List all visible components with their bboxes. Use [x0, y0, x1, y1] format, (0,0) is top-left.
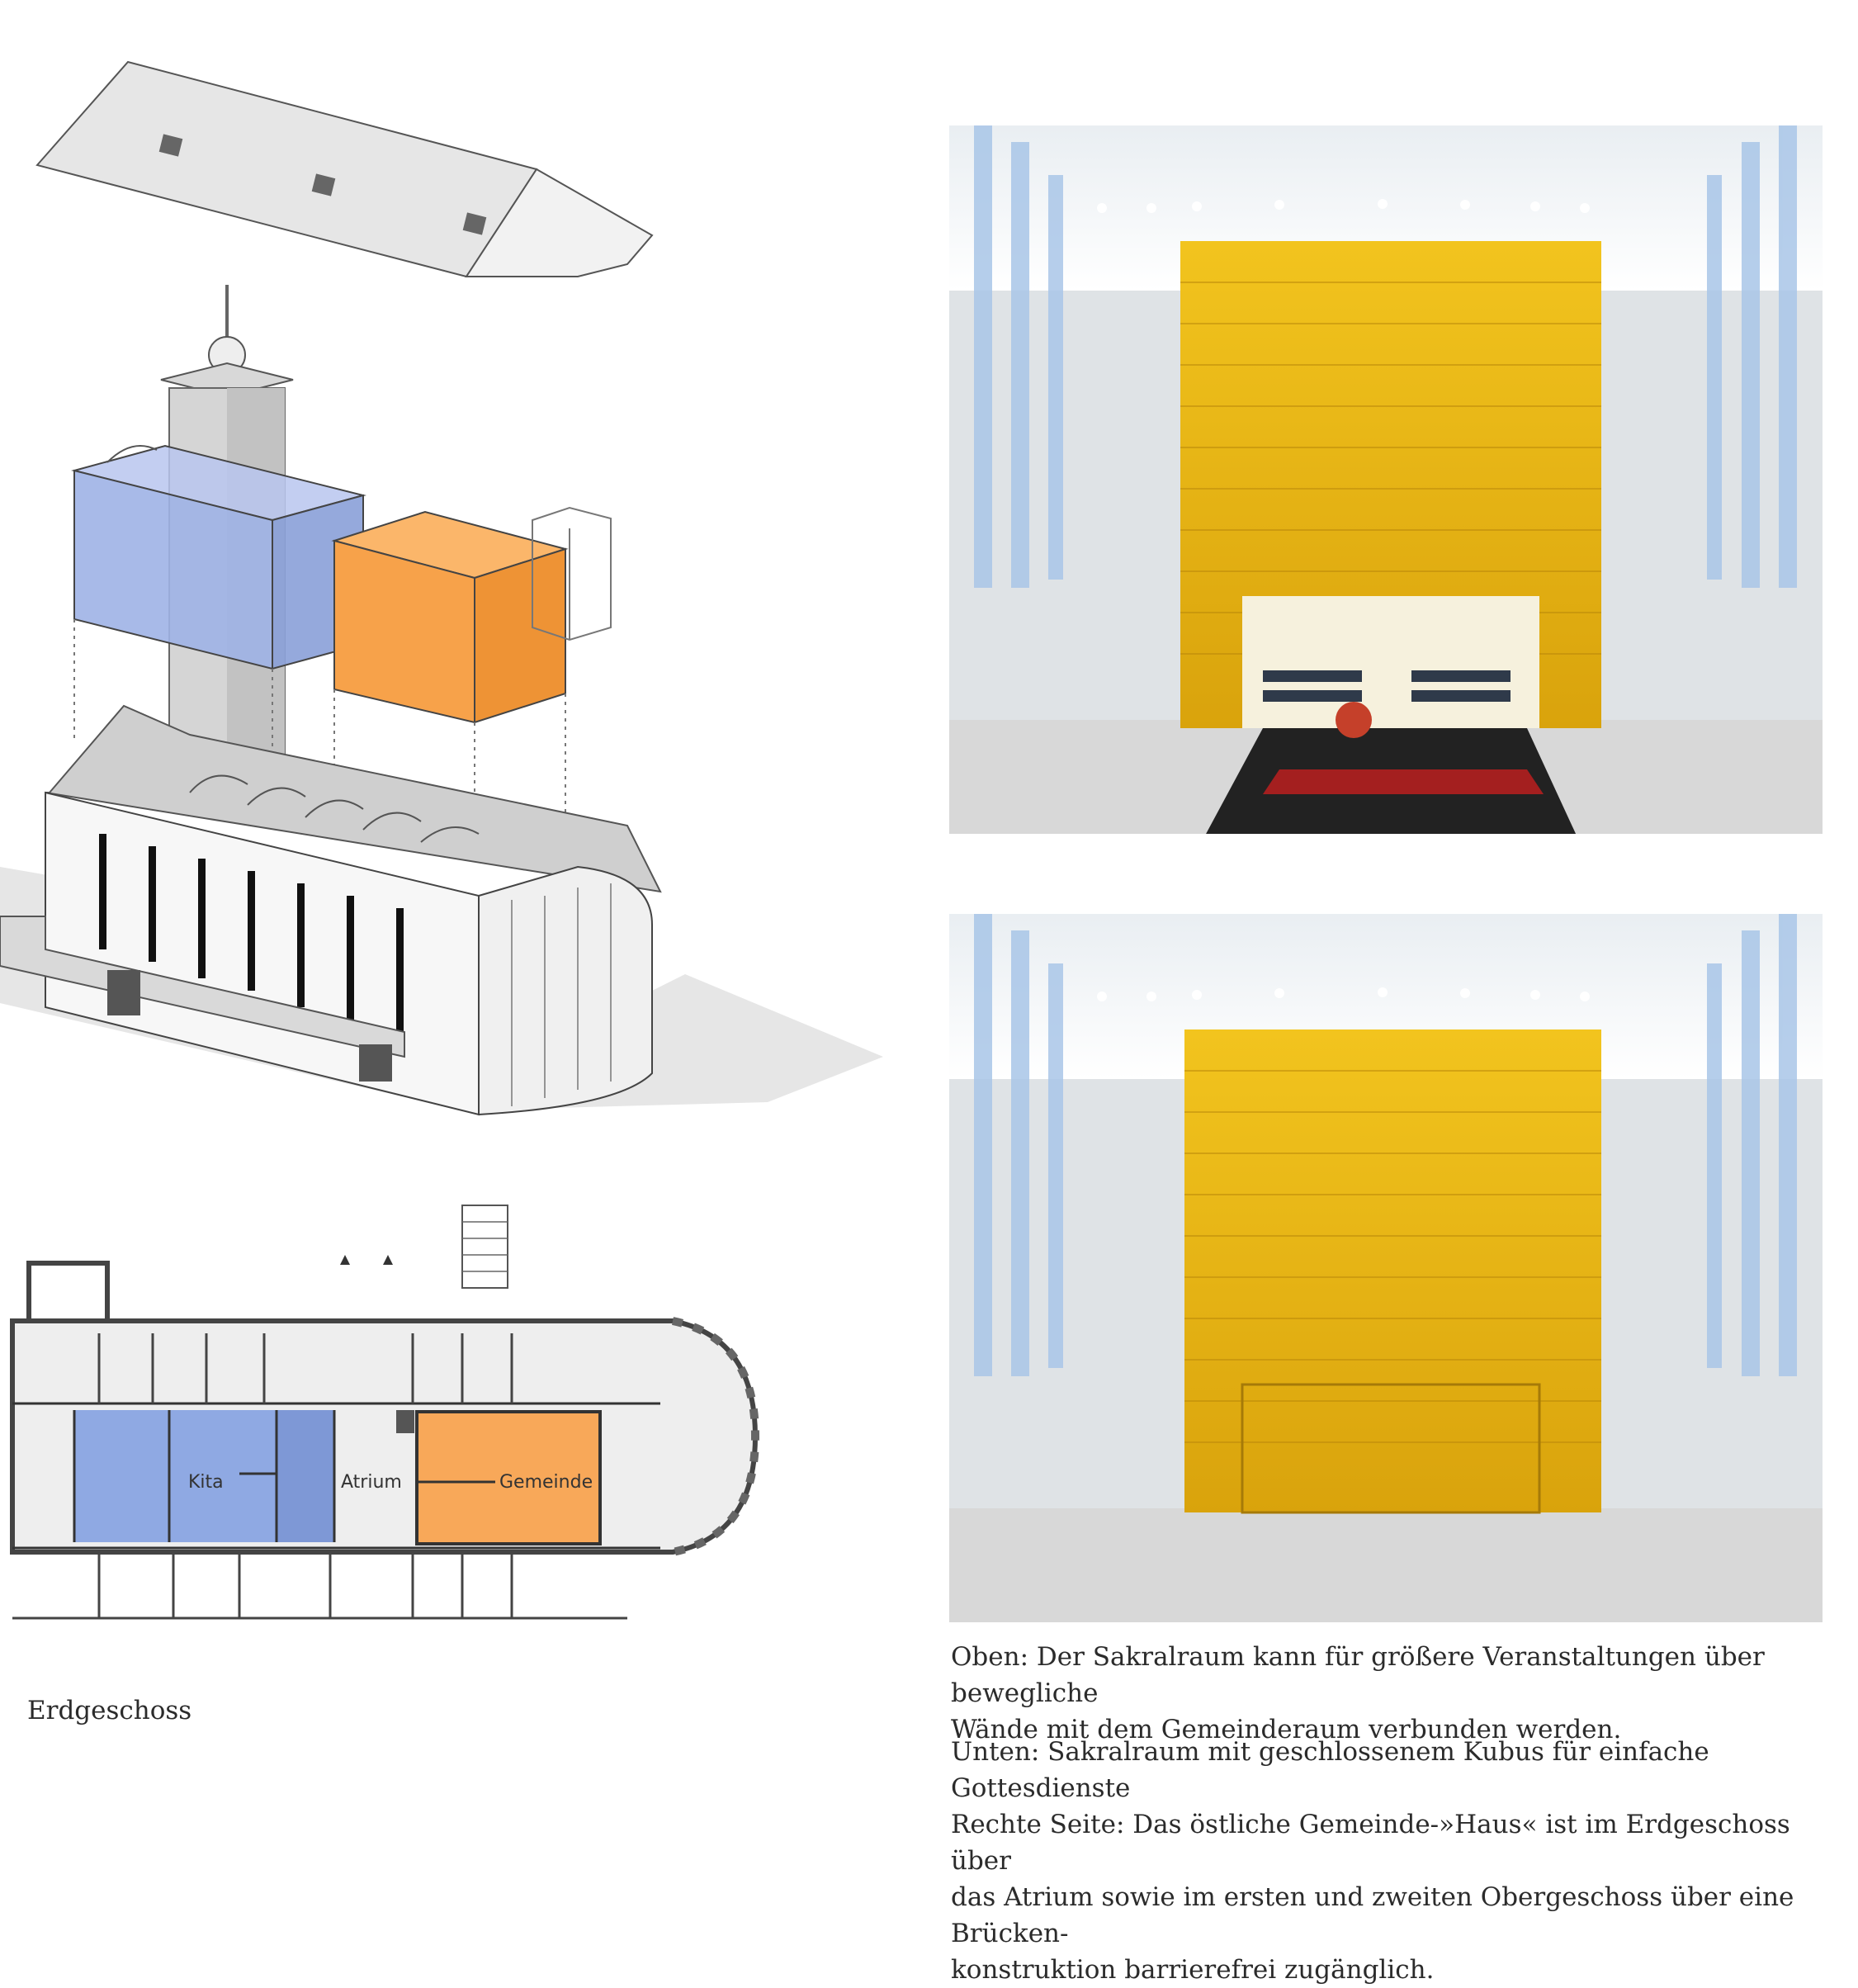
photo-closed-sanctuary — [949, 914, 1823, 1622]
roof-volume — [37, 62, 652, 277]
caption-right-line3: konstruktion barrierefrei zugänglich. — [951, 1955, 1435, 1985]
kita-volume — [74, 446, 363, 669]
exploded-axonometric-diagram — [0, 0, 908, 1156]
caption-right-line2: das Atrium sowie im ersten und zweiten Obergeschoss über eine Brücken- — [951, 1882, 1794, 1948]
caption-top-photo — [951, 1639, 1858, 1748]
floor-plan-caption: Erdgeschoss — [27, 1696, 192, 1725]
plan-label-gemeinde: Gemeinde — [499, 1472, 593, 1493]
caption-right-line1: Rechte Seite: Das östliche Gemeinde-»Haus« ist im Erdgeschoss über — [951, 1810, 1790, 1876]
plan-label-kita: Kita — [188, 1472, 224, 1493]
caption-bottom-photo: Unten: Sakralraum mit geschlossenem Kubus für einfache Gottesdienste — [951, 1737, 1709, 1803]
church-building-base — [0, 706, 883, 1115]
plan-label-atrium: Atrium — [341, 1472, 402, 1493]
caption-right-page — [951, 1806, 1858, 1988]
gemeinde-volume — [334, 508, 611, 722]
caption-top-line1: Oben: Der Sakralraum kann für größere Veranstaltungen über bewegliche — [951, 1642, 1765, 1708]
photo-open-sanctuary — [949, 125, 1823, 834]
caption-top-line2: Wände mit dem Gemeinderaum verbunden werden. — [951, 1715, 1622, 1744]
ground-floor-plan — [0, 1197, 776, 1651]
